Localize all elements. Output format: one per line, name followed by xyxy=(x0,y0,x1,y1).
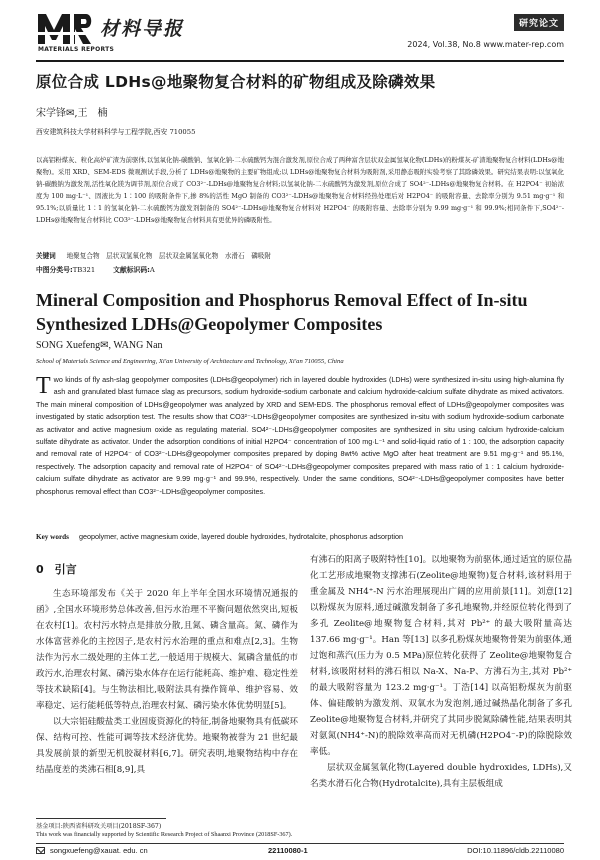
funding-note-en: This work was financially supported by Scientific Research Project of Shaanxi Province (2018SF-367). xyxy=(36,831,293,838)
authors-en: SONG Xuefeng✉, WANG Nan xyxy=(36,340,163,351)
mail-icon xyxy=(36,847,45,854)
body-paragraph: 以大宗铝硅酸盐类工业固废资源化的特征,制备地聚物具有低碳环保、结构可控、性能可调等技术经济优势。地聚物被誉为 21 世纪最具发展前景的新型无机胶凝材料[6,7]。研究表明,地聚物结构中存在结晶度差的类沸石相[8,9],具 xyxy=(36,717,298,775)
abstract-en-text: wo kinds of fly ash-slag geopolymer composites (LDHs@geopolymer) rich in layered double hydroxides (LDHs) were synthesized in-situ using high-alumina fly ash and granulated blast furnace slag as precursors, sodium hydroxide-sodium carbonate and calcium hydroxide-calcium sulfate dihydrate as mixed activators. The main mineral composition of LDHs@geopolymer was analyzed by XRD and SEM-EDS. The phosphorus removal effect of LDHs@geopolymer composites was investigated by static adsorption test. The results show that CO3²⁻-LDHs@geopolymer composites are synthesized in-situ with sodium hydroxide-sodium carbonate as activator and active magnesium oxide as regulating material. SO4²⁻-LDHs@geopolymer composites are synthesized in situ using calcium hydroxide-calcium sulfate dihydrate as activator. Under the adsorption conditions of initial H2PO4⁻ concentration of 100 mg·L⁻¹ and solid-liquid ratio of 1 : 100, the adsorption capacity and removal rate of H2PO4⁻ of CO3²⁻-LDHs@geopolymer composites prepared by doping 8wt% active MgO after heat treatment are 9.51 mg·g⁻¹ and 95.1%, respectively. The adsorption capacity and removal rate of H2PO4⁻ of SO4²⁻-LDHs@geopolymer composites prepared with mass ratio of 1 : 1 calcium hydroxide-calcium sulfate dihydrate as activator are 9.99 mg·g⁻¹ and 99.9%, respectively. Under the same conditions, SO4²⁻-LDHs@geopolymer composites have better phosphorus removal effect than CO3²⁻-LDHs@geopolymer composites. xyxy=(36,375,564,496)
keywords-cn-text: 地聚复合物 层状双氢氧化物 层状双金属氢氧化物 水滑石 磷吸附 xyxy=(66,252,271,260)
journal-logo-icon xyxy=(36,10,94,46)
doc-code-value: A xyxy=(149,266,155,274)
keywords-en-label: Key words xyxy=(36,533,69,541)
journal-header xyxy=(36,8,564,58)
keywords-cn-label: 关键词 xyxy=(36,252,56,260)
footer-rule xyxy=(36,843,564,844)
doc-code-label: 文献标识码: xyxy=(113,266,150,274)
body-column-left xyxy=(36,556,298,778)
footnote-rule xyxy=(36,818,166,819)
doi-link[interactable]: DOI:10.11896/cldb.22110080 xyxy=(467,846,564,855)
keywords-cn xyxy=(36,250,564,260)
corresponding-email[interactable]: songxuefeng@xauat. edu. cn xyxy=(50,846,148,855)
issue-info: 2024, Vol.38, No.8 www.mater-rep.com xyxy=(407,40,564,49)
section-heading: 0 引言 xyxy=(36,563,77,576)
page-number: 22110080-1 xyxy=(268,846,308,855)
title-en: Mineral Composition and Phosphorus Removal Effect of In-situ Synthesized LDHs@Geopolymer Composites xyxy=(36,290,528,334)
body-column-right xyxy=(310,552,572,792)
abstract-cn: 以高铝粉煤灰、粒化高炉矿渣为前驱体,以氢氧化钠-碳酸钠、氢氧化钠-二水硫酸钙为混合激发剂,原位合成了两种富含层状双金属氢氧化物(LDHs)的粉煤灰-矿渣地聚物复合材料(LDHs@地聚物)。采用 XRD、SEM-EDS 微观测试手段,分析了 LDHs@地聚物的主要矿物组成;以 LDHs@地聚物复合材料为吸附剂,采用静态吸附实验考察了其除磷效果。研究结果表明:以氢氧化钠-碳酸钠为激发剂,活性氧化镁为调节剂,原位合成了 CO3²⁻-LDHs@地聚物复合材料;以氢氧化钠-二水硫酸钙为激发剂,原位合成了 SO4²⁻-LDHs@地聚物复合材料。在 H2PO4⁻ 初始浓度为 100 mg·L⁻¹、固液比为 1∶100 的吸附条件下,掺 8%的活性 MgO 制备的 CO3²⁻-LDHs@地聚物复合材料经热处理后对 H2PO4⁻ 的吸附容量、去除率分别为 9.51 mg·g⁻¹ 和 95.1%;以质量比 1∶1 的氢氧化钠-二水硫酸钙为激发剂制备的 SO4²⁻-LDHs@地聚物复合材料对 H2PO4⁻ 的吸附容量、去除率分别为 9.99 mg·g⁻¹ 和 99.9%;相同条件下,SO4²⁻-LDHs@地聚物复合材料比 CO3²⁻-LDHs@地聚物复合材料具有更优异的磷吸附性。 xyxy=(36,156,564,224)
classification-cn xyxy=(36,264,564,274)
funding-note-cn: 基金项目:陕西省科研攻关项目(2018SF-367) xyxy=(36,823,162,830)
class-value: TB321 xyxy=(72,266,96,274)
keywords-en xyxy=(36,532,564,541)
title-cn: 原位合成 LDHs@地聚物复合材料的矿物组成及除磷效果 xyxy=(36,73,436,91)
body-paragraph: 有沸石的阳离子吸附特性[10]。以地聚物为前驱体,通过适宜的原位晶化工艺形成地聚物支撑沸石(Zeolite@地聚物)复合材料,该材料用于重金属及 NH4⁺-N 污水治理展现出广阔的应用前景[11]。刘意[12] 以粉煤灰为原料,通过碱激发制备了多孔地聚物,并经原位转化得到了多孔 Zeolite@地聚物复合材料,其对 Pb²⁺ 的最大吸附量高达 137.66 mg·g⁻¹。Han 等[13] 以多孔粉煤灰地聚物骨架为前驱体,通过饱和蒸汽(压力为 0.5 MPa)原位转化获得了 Zeolite@地聚物复合材料,该吸附材料的沸石相以 Na-X、Na-P、方沸石为主,其对 Pb²⁺ 的最大吸附容量为 123.2 mg·g⁻¹。丁浩[14] 以高铝粉煤灰为前驱体、偏硅酸钠为激发剂、双氧水为发泡剂,通过碱热晶化制备了多孔 Zeolite@地聚物复合材料,并研究了其同步脱氮除磷性能,结果表明其对氨氮(NH4⁺-N)的脱除效率高而对无机磷(H2PO4⁻-P)的除脱除效率低。 xyxy=(310,555,572,757)
affiliation-cn: 西安建筑科技大学材料科学与工程学院,西安 710055 xyxy=(36,128,196,136)
affiliation-en: School of Materials Science and Engineering, Xi'an University of Architecture and Technology, Xi'an 710055, China xyxy=(36,358,344,365)
header-rule xyxy=(36,60,564,62)
body-paragraph: 生态环境部发布《关于 2020 年上半年全国水环境情况通报的函》,全国水环境形势总体改善,但污水治理不平衡问题依然突出,短板在农村[1]。农村污水特点是排放分散,且氮、磷含量高。氮、磷作为水体富营养化的主控因子,是农村污水治理的重点和难点[2,3]。生物法作为污水二级处理的主体工艺,一般适用于规模大、氮磷含量低的市政污水,治理农村氮、磷污染水体存在运行能耗高、维护难、稳定性差等技术缺陷[4]。与生物法相比,吸附法具有操作简单、维护容易、效率稳定、运行能耗低等特点,治理农村氮、磷污染水体优势明显[5]。 xyxy=(36,589,298,711)
body-paragraph: 层状双金属氢氧化物(Layered double hydroxides, LDHs),又名类水滑石化合物(Hydrotalcite),具有主层板组成 xyxy=(310,763,572,789)
authors-cn: 宋学锋✉,王 楠 xyxy=(36,108,108,119)
class-label: 中图分类号: xyxy=(36,266,73,274)
keywords-en-text: geopolymer, active magnesium oxide, layered double hydroxides, hydrotalcite, phosphorus adsorption xyxy=(78,532,403,541)
journal-name-en: MATERIALS REPORTS xyxy=(38,46,115,53)
journal-name-cn: 材料导报 xyxy=(100,18,185,40)
abstract-en xyxy=(36,374,564,498)
category-badge: 研究论文 xyxy=(514,14,564,31)
abstract-dropcap: T xyxy=(36,373,51,399)
